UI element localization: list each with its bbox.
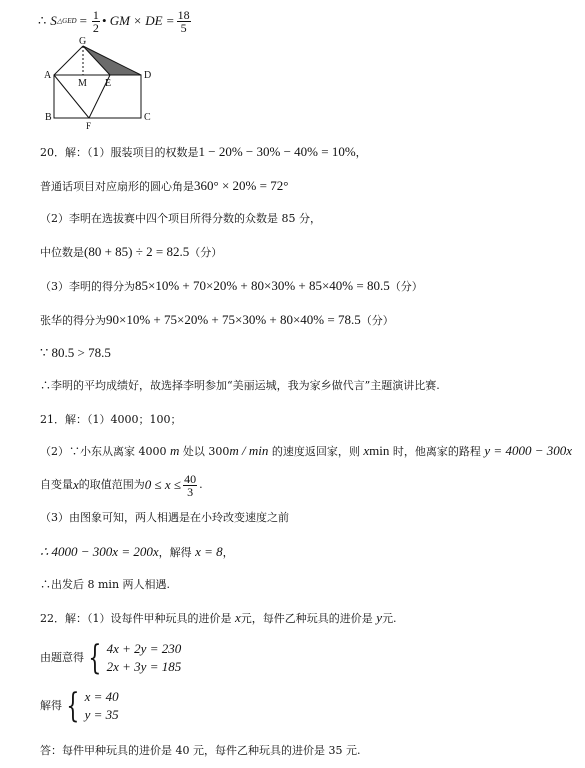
label-c: C: [144, 112, 151, 123]
solution-x: x = 40: [84, 689, 119, 704]
q22-line-1: 22．解：（1）设每件甲种玩具的进价是 x元，每件乙种玩具的进价是 y元.: [40, 610, 397, 625]
q21-line-6: ∴出发后 8 min 两人相遇.: [40, 578, 171, 591]
q21-line-1: 21．解：（1）4000；100；: [40, 413, 182, 426]
label-d: D: [144, 70, 152, 81]
formula-middle: • GM × DE =: [101, 13, 175, 28]
q22-solution-system: 解得 { x = 40 y = 35: [40, 686, 119, 726]
result-fraction: $\frac{18}{5}$: [177, 7, 190, 35]
therefore-symbol: ∴: [38, 13, 47, 28]
equation-1: 4x + 2y = 230: [106, 641, 182, 656]
q21-line-5: ∴ 4000 − 300x = 200x，解得 x = 8，: [40, 544, 234, 559]
upper-bound-fraction: $\frac{40}{3}$: [184, 471, 197, 499]
q20-line-3: （2）李明在选拔赛中四个项目所得分数的众数是 85 分，: [40, 212, 321, 225]
rectangle-abcd: [54, 75, 141, 118]
q21-line-3: 自变量 x 的取值范围为 0 ≤ x ≤ $\frac{40}{3}$ .: [40, 471, 203, 499]
area-subscript: △GED: [56, 17, 77, 25]
equation-2: 2x + 3y = 185: [106, 659, 182, 674]
solution-y: y = 35: [84, 707, 119, 722]
label-f: F: [86, 121, 92, 131]
half-fraction: $\frac{1}{2}$: [92, 7, 99, 35]
q20-line-7: ∵ 80.5 > 78.5: [40, 345, 111, 360]
area-formula: ∴ S △GED = $\frac{1}{2}$ • GM × DE = $\frac{18}{5}$: [38, 7, 190, 35]
q20-line-8: ∴李明的平均成绩好，故选择李明参加“美丽运城，我为家乡做代言”主题演讲比赛.: [40, 379, 440, 392]
label-b: B: [45, 112, 52, 123]
q22-answer: 答：每件甲种玩具的进价是 40 元，每件乙种玩具的进价是 35 元.: [40, 744, 361, 757]
q20-line-6: 张华的得分为90×10% + 75×20% + 75×30% + 80×40% = 78.5（分）: [40, 312, 394, 327]
label-a: A: [44, 70, 52, 81]
q21-line-2: （2）∵小东从离家 4000 m 处以 300m / min 的速度返回家，则 xmin 时，他离家的路程 y = 4000 − 300x: [40, 443, 572, 458]
q22-equation-system: 由题意得 { 4x + 2y = 230 2x + 3y = 185: [40, 638, 182, 678]
label-g: G: [79, 36, 87, 47]
area-symbol: S: [50, 13, 57, 28]
q20-line-5: （3）李明的得分为85×10% + 70×20% + 80×30% + 85×40% = 80.5（分）: [40, 278, 423, 293]
label-e: E: [105, 78, 112, 89]
q20-line-1: 20．解：（1）服装项目的权数是1 − 20% − 30% − 40% = 10%，: [40, 144, 367, 159]
geometry-figure: [38, 36, 158, 131]
q20-line-4: 中位数是(80 + 85) ÷ 2 = 82.5（分）: [40, 244, 223, 259]
q21-line-4: （3）由图象可知，两人相遇是在小玲改变速度之前: [40, 511, 289, 524]
label-m: M: [78, 78, 87, 89]
q20-line-2: 普通话项目对应扇形的圆心角是360° × 20% = 72°: [40, 178, 289, 193]
